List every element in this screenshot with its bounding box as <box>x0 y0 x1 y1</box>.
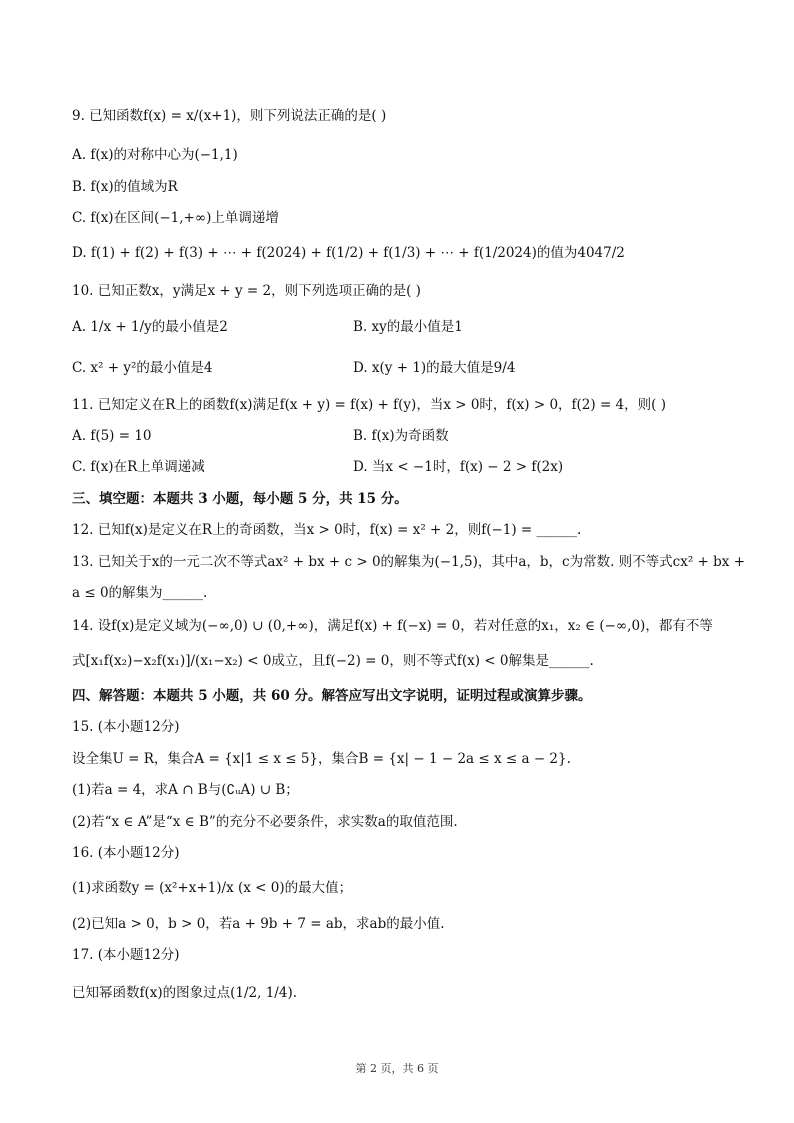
q11-stem: 11. 已知定义在R上的函数f(x)满足f(x + y) = f(x) + f(y)，当x > 0时，f(x) > 0，f(2) = 4，则( ) <box>72 397 666 413</box>
q16-title: 16. (本小题12分) <box>72 845 180 861</box>
q9-option-d: D. f(1) + f(2) + f(3) + ⋯ + f(2024) + f(1/2) + f(1/3) + ⋯ + f(1/2024)的值为4047/2 <box>72 245 625 261</box>
q11-option-a: A. f(5) = 10 <box>72 428 152 444</box>
q9-stem: 9. 已知函数f(x) = x/(x+1)，则下列说法正确的是( ) <box>72 108 387 124</box>
section-fill-in-title: 三、填空题：本题共 3 小题，每小题 5 分，共 15 分。 <box>72 491 408 507</box>
q9-option-a: A. f(x)的对称中心为(−1,1) <box>72 147 238 163</box>
q13-line2: a ≤ 0的解集为______. <box>72 585 208 601</box>
q15-part1: (1)若a = 4，求A ∩ B与(∁ᵤA) ∪ B； <box>72 782 299 798</box>
q16-part1: (1)求函数y = (x²+x+1)/x (x < 0)的最大值； <box>72 880 353 896</box>
q10-stem: 10. 已知正数x，y满足x + y = 2，则下列选项正确的是( ) <box>72 283 421 299</box>
q13-line1: 13. 已知关于x的一元二次不等式ax² + bx + c > 0的解集为(−1,5)，其中a，b，c为常数. 则不等式cx² + bx + <box>72 554 746 570</box>
q9-option-c: C. f(x)在区间(−1,+∞)上单调递增 <box>72 210 279 226</box>
page-footer: 第 2 页，共 6 页 <box>355 1062 439 1075</box>
q16-part2: (2)已知a > 0，b > 0，若a + 9b + 7 = ab，求ab的最小值. <box>72 916 445 932</box>
q14-line2: 式[x₁f(x₂)−x₂f(x₁)]/(x₁−x₂) < 0成立，且f(−2) = 0，则不等式f(x) < 0解集是______. <box>72 653 594 669</box>
q10-option-b: B. xy的最小值是1 <box>353 319 463 335</box>
section-answer-title: 四、解答题：本题共 5 小题，共 60 分。解答应写出文字说明，证明过程或演算步骤。 <box>72 688 592 704</box>
q15-title: 15. (本小题12分) <box>72 719 180 735</box>
q9-option-b: B. f(x)的值域为R <box>72 179 178 195</box>
q11-option-d: D. 当x < −1时，f(x) − 2 > f(2x) <box>353 459 564 475</box>
q14-line1: 14. 设f(x)是定义域为(−∞,0) ∪ (0,+∞)，满足f(x) + f(−x) = 0，若对任意的x₁，x₂ ∈ (−∞,0)，都有不等 <box>72 618 713 634</box>
q11-option-c: C. f(x)在R上单调递减 <box>72 459 205 475</box>
q11-option-b: B. f(x)为奇函数 <box>353 428 449 444</box>
q15-part2: (2)若“x ∈ A”是“x ∈ B”的充分不必要条件，求实数a的取值范围. <box>72 814 458 830</box>
q12-text: 12. 已知f(x)是定义在R上的奇函数，当x > 0时，f(x) = x² + 2，则f(−1) = ______. <box>72 522 582 538</box>
q10-option-c: C. x² + y²的最小值是4 <box>72 360 213 376</box>
q17-stem: 已知幂函数f(x)的图象过点(1/2, 1/4). <box>72 985 298 1001</box>
q17-title: 17. (本小题12分) <box>72 947 180 963</box>
q10-option-a: A. 1/x + 1/y的最小值是2 <box>72 319 228 335</box>
q10-option-d: D. x(y + 1)的最大值是9/4 <box>353 360 516 376</box>
q15-stem: 设全集U = R，集合A = {x|1 ≤ x ≤ 5}，集合B = {x| − 1 − 2a ≤ x ≤ a − 2}. <box>72 751 571 767</box>
